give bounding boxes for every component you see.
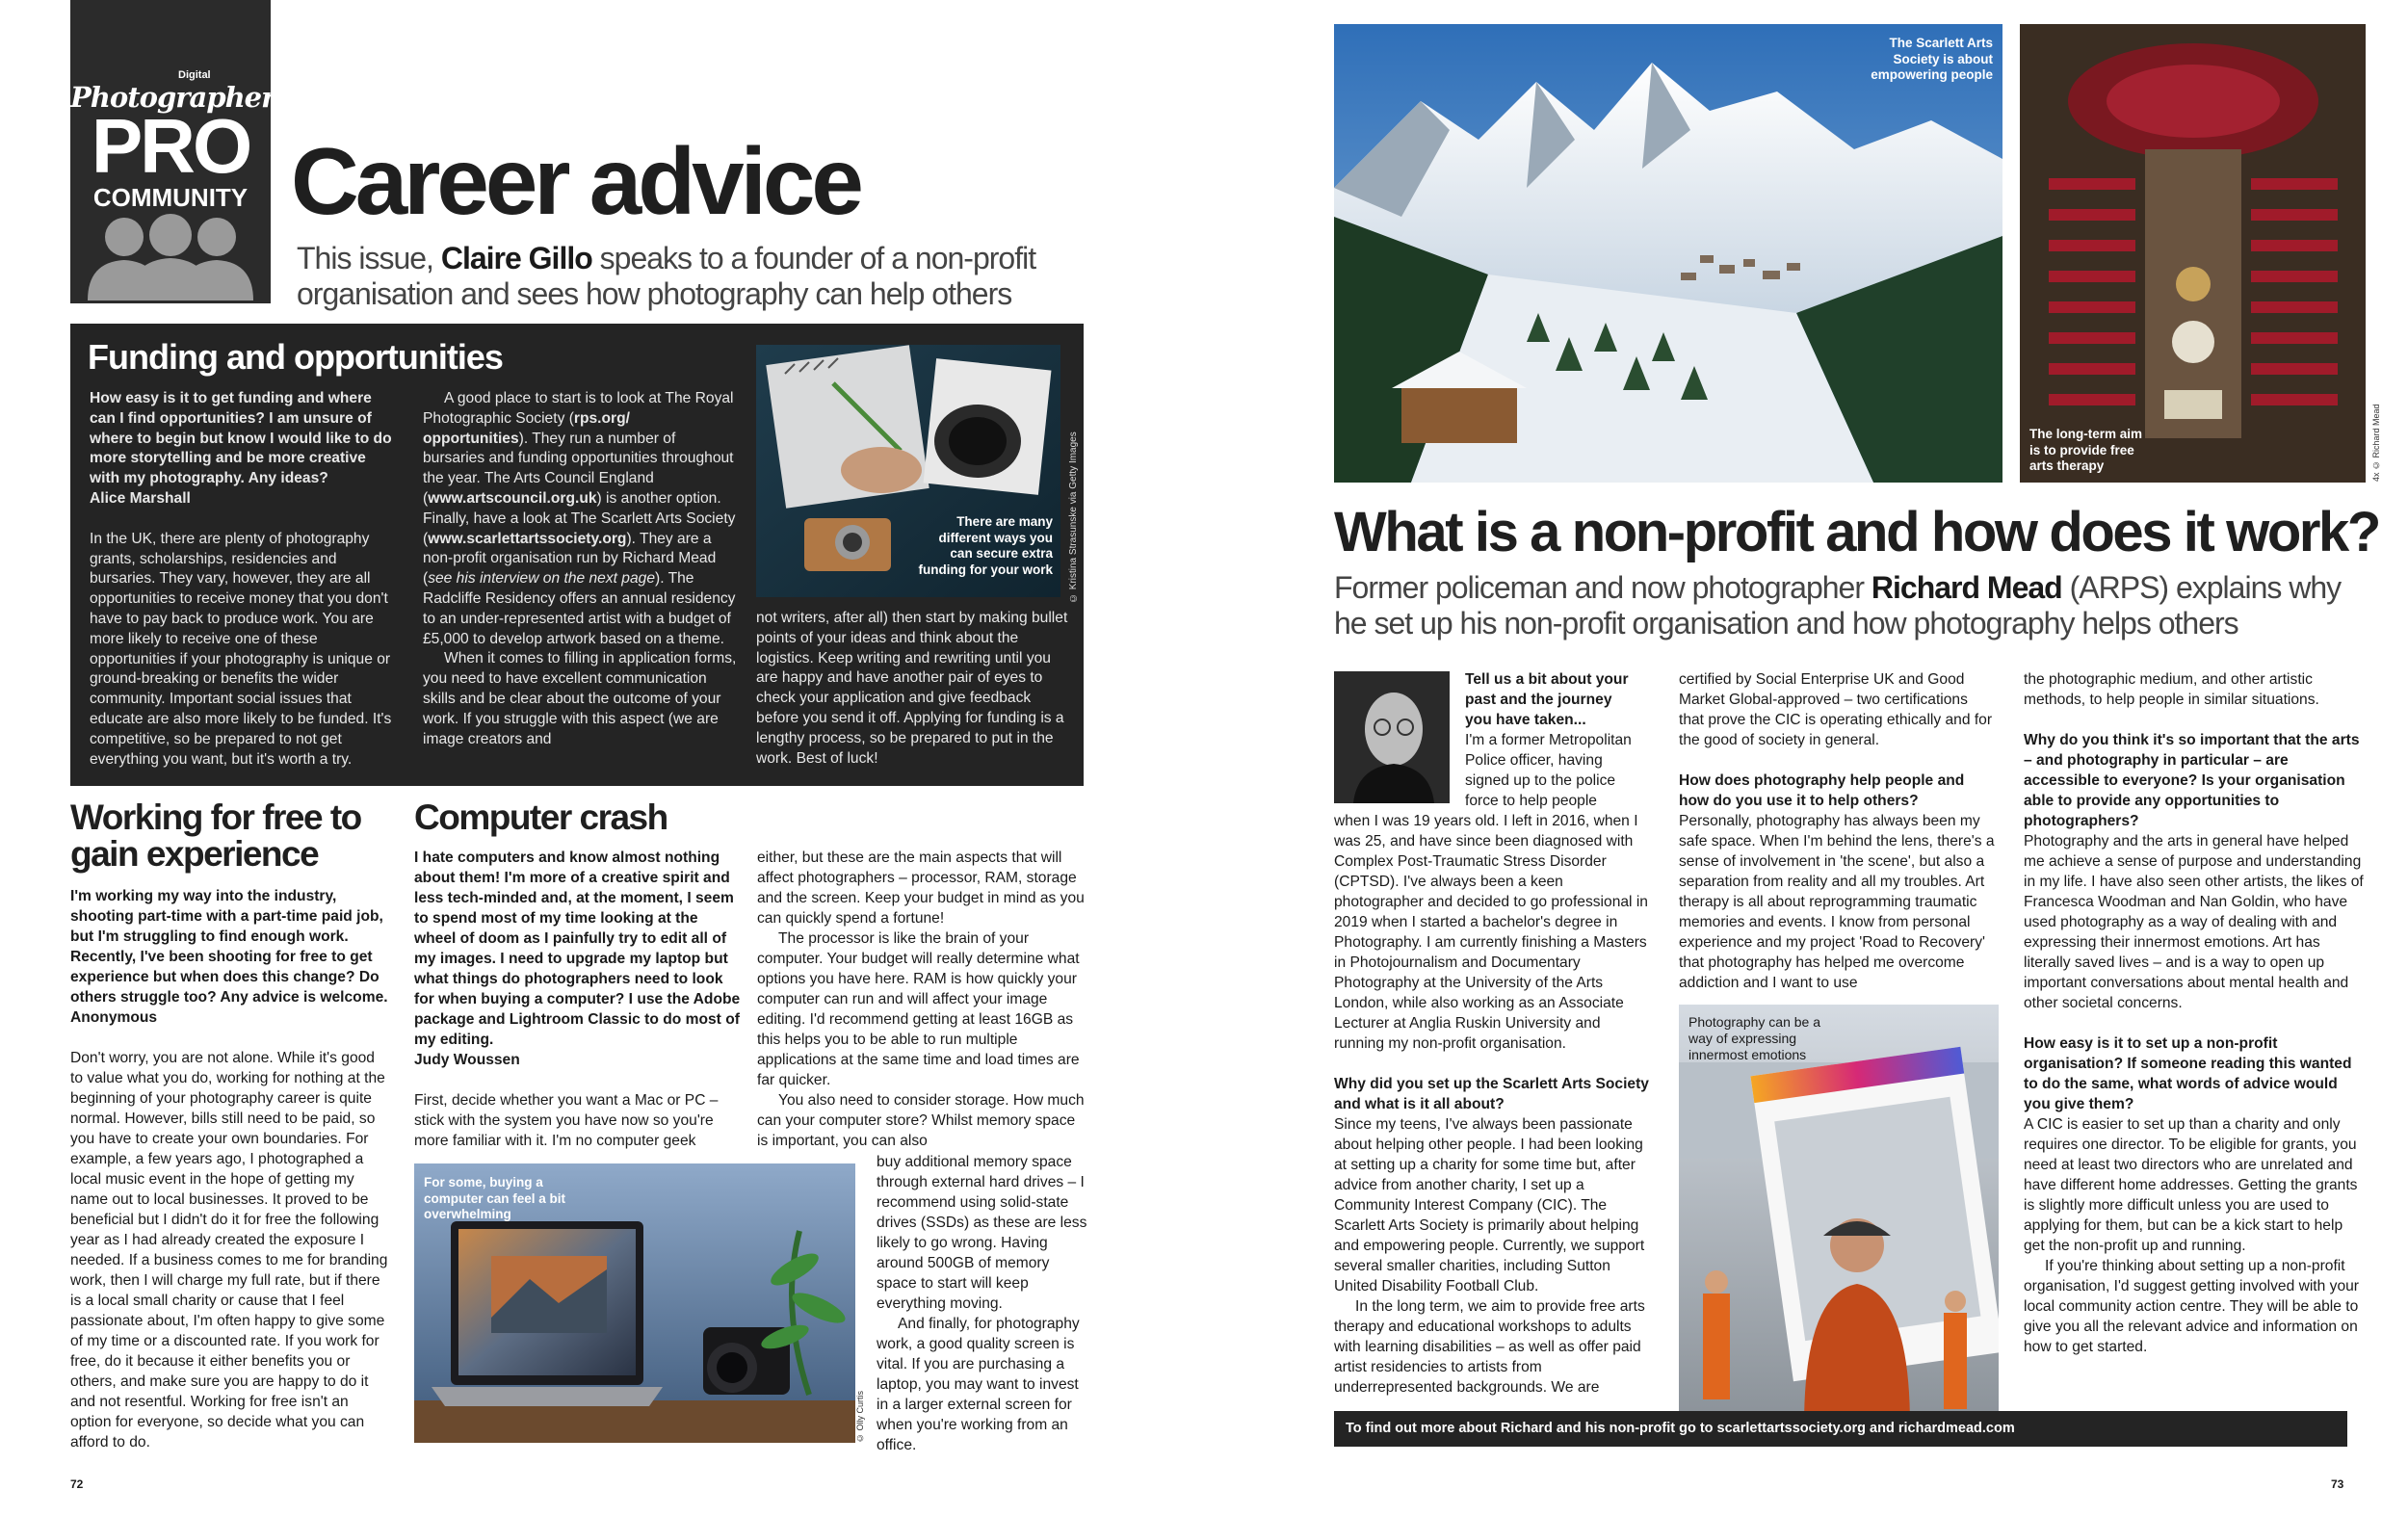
computer-crash-answer: First, decide whether you want a Mac or PC – stick with the system you have now so you're more familiar with it. I'm no computer geek [414,1092,719,1149]
page-title: Career advice [291,128,860,234]
free-work-body [70,886,388,1452]
nonprofit-subtitle: Former policeman and now photographer Richard Mead (ARPS) explains why he set up his non-profit organisation and how photography helps others [1334,570,2342,640]
rps-link[interactable]: rps.org/ opportunities [423,409,630,447]
interview-answer-4: Photography and the arts in general have helped me achieve a sense of purpose and understanding in my life. I have also seen other artists, the likes of Francesca Woodman and Nan Goldin, who have used photography as a way of dealing with and expressing their innermost emotions. Art has literally saved lives – and is a way to open up important conversations about mental health and other societal concerns. [2024,833,2364,1011]
funding-answer: In the UK, there are plenty of photography grants, scholarships, residencies and bursaries. They vary, however, they are all opportunities to receive money that you don't have to pay back to produce work. You are more likely to receive one of these opportunities if your photography is unique or ground-breaking or benefits the wider community. Important social issues that educate are also more likely to be funded. It's competitive, so be prepared to not get everything you want, but it's worth a try. [90,530,392,768]
interview-answer-3: Personally, photography has always been my safe space. When I'm behind the lens, there's a sense of involvement in 'the scene', but also a separation from reality and all my troubles. Art therapy is all about reprogramming traumatic memories and events. I know from personal experience and my project 'Road to Recovery' that photography has helped me overcome addiction and I want to use [1679,813,1995,991]
computer-crash-ssd: buy additional memory space through external hard drives – I recommend using solid-state drives (SSDs) as these are less likely to go wrong. Having around 500GB of memory space to start will keep everything moving. [877,1154,1087,1312]
funding-panel [70,324,1084,786]
interview-answer-1-start: I'm a former Metropolitan Police officer, having signed up to the police force to help people [1465,732,1632,809]
funding-photo-caption: There are many different ways you can secure extra funding for your work [918,514,1053,577]
interview-question-2: Why did you set up the Scarlett Arts Society and what is it all about? [1334,1076,1649,1112]
computer-crash-processor: The processor is like the brain of your computer. Your budget will really determine what options you have here. RAM is how quickly your computer can run and will affect your image editing. I'd recommend getting at least 16GB as this helps you to be able to run multiple applications at the same time and load times are far quicker. [757,930,1080,1088]
laptop-photo-credit: © Olly Curtis [855,1390,865,1443]
interview-question-1: Tell us a bit about your past and the journey you have taken... [1465,671,1629,728]
page-subtitle: This issue, Claire Gillo speaks to a founder of a non-profit organisation and sees how photography can help others [297,241,1036,311]
logo-brand-small: Digital [178,69,211,81]
logo-community: COMMUNITY [92,183,249,212]
interviewee-name: Richard Mead [1871,570,2062,605]
funding-resources-paragraph: A good place to start is to look at The Royal Photographic Society (rps.org/ opportunities). They run a number of bursaries and funding opportunities throughout the year. The Arts Council England (www.artscouncil.org.uk) is another option. Finally, have a look at The Scarlett Arts Society (www.scarlettartssociety.org). They are a non-profit organisation run by Richard Mead (see his interview on the next page). The Radcliffe Residency offers an annual residency to an under-represented artist with a budget of £5,000 to develop artwork based on a theme. [423,390,736,647]
laptop-photo [414,1163,855,1443]
computer-crash-screen: And finally, for photography work, a good quality screen is vital. If you are purchasing a laptop, you may want to invest in a larger external screen for when you're working from an office. [877,1316,1080,1453]
interview-answer-1-rest: when I was 19 years old. I left in 2016, when I was 25, and have since been diagnosed with Complex Post-Traumatic Stress Disorder (CPTSD). I've always been a keen photographer and decided to go professional in 2019 when I started a bachelor's degree in Photography. I am currently finishing a Masters in Photojournalism and Documentary Photography at the University of the Arts London, while also working as an Associate Lecturer at Anglia Ruskin University and running my non-profit organisation. [1334,813,1648,1052]
nonprofit-column-1-top [1465,669,1640,811]
free-work-title: Working for free to gain experience [70,797,361,874]
free-work-question: I'm working my way into the industry, shooting part-time with a part-time paid job, but I'm struggling to find enough work. Recently, I've been shooting for free to get experience but when does this change? Do others struggle too? Any advice is welcome. [70,888,388,1006]
nonprofit-column-1 [1334,811,1652,1398]
computer-crash-question: I hate computers and know almost nothing about them! I'm more of a creative spirit and less tech-minded and, at the moment, I seem to spend most of my time looking at the wheel of doom as I painfully try to edit all of my images. I need to upgrade my laptop but what things do photographers need to look for when buying a computer? I use the Adobe package and Lightroom Classic to do most of my editing. [414,849,741,1048]
logo-pro: PRO [91,103,250,189]
interview-question-4: Why do you think it's so important that the arts – and photography in particular – are accessible to everyone? Is your organisation able to provide any opportunities to photographers? [2024,732,2360,829]
laptop-photo-caption: For some, buying a computer can feel a bit overwhelming [424,1175,566,1221]
notebook-camera-photo [756,345,1060,597]
pro-community-logo [70,0,275,303]
funding-column-3 [756,609,1068,769]
computer-crash-column-1 [414,848,742,1151]
logo-brand: Photographer [70,81,275,114]
funding-question: How easy is it to get funding and where can I find opportunities? I am unsure of where to begin but know I would like to do more storytelling and be more creative with my photography. Any ideas? [90,390,392,487]
mountain-village-photo [1334,24,2002,483]
more-info-bar: To find out more about Richard and his non-profit go to scarlettartssociety.org and richardmead.com [1334,1411,2347,1447]
author-name: Claire Gillo [440,241,592,275]
instagram-frame-photo [1679,1005,1999,1426]
computer-crash-aspects: either, but these are the main aspects that will affect photographers – processor, RAM, storage and the screen. Keep your budget in mind as you can quickly spend a fortune! [757,849,1085,927]
funding-asker: Alice Marshall [90,489,191,507]
interview-artistic-methods: the photographic medium, and other artistic methods, to help people in similar situations. [2024,671,2319,708]
funding-photo-credit: © Kristina Strasunske via Getty Images [1068,431,1079,603]
nonprofit-title: What is a non-profit and how does it work? [1334,501,2379,563]
funding-forms-paragraph: When it comes to filling in application forms, you need to have excellent communication skills and be clear about the outcome of your work. If you struggle with this aspect (we are image creators and [423,650,737,747]
interview-question-3: How does photography help people and how do you use it to help others? [1679,772,1965,809]
instagram-photo-caption: Photography can be a way of expressing innermost emotions [1688,1014,1820,1062]
computer-crash-title: Computer crash [414,797,667,837]
interview-answer-2-continued: In the long term, we aim to provide free arts therapy and educational workshops to adults with learning disabilities – as well as offer paid artist residencies to artists from underrepresented backgrounds. We are [1334,1298,1645,1396]
funding-closing-paragraph: not writers, after all) then start by making bullet points of your ideas and think about the logistics. Keep writing and rewriting until you are happy and have another pair of eyes to check your application and give feedback before you send it off. Applying for funding is a lengthy process, so be prepared to put in the work. Best of luck! [756,610,1068,767]
funding-column-2 [423,389,739,749]
nonprofit-column-2 [1679,669,1997,993]
funding-column-1 [90,389,394,770]
interview-answer-5-continued: If you're thinking about setting up a non-profit organisation, I'd suggest getting involved with your local community action centre. They will be able to give you all the relevant advice and information on how to get started. [2024,1258,2359,1355]
computer-crash-asker: Judy Woussen [414,1052,520,1068]
richard-mead-portrait [1334,671,1450,803]
interview-answer-5: A CIC is easier to set up than a charity and only requires one director. To be eligible for grants, you need at least two directors who are unrelated and have different home addresses. Getting the grants is slightly more difficult unless you are used to applying for them, but can be a kick start to help get the non-profit up and running. [2024,1116,2358,1254]
computer-crash-column-2b [877,1152,1088,1455]
interview-certification: certified by Social Enterprise UK and Good Market Global-approved – two certifications that prove the CIC is operating ethically and for the good of society in general. [1679,671,1993,748]
arts-council-link[interactable]: www.artscouncil.org.uk [428,489,597,507]
interview-answer-2: Since my teens, I've always been passionate about helping other people. I had been looking at setting up a charity for some time but, after advice from another charity, I set up a Community Interest Company (CIC). The Scarlett Arts Society is primarily about helping and empowering people. Currently, we support several smaller charities, including Sutton United Disability Football Club. [1334,1116,1645,1294]
people-icon [78,214,263,301]
interview-question-5: How easy is it to set up a non-profit organisation? If someone reading this wanted to do the same, what words of advice would you give them? [2024,1035,2352,1112]
nonprofit-column-3 [2024,669,2366,1357]
free-work-asker: Anonymous [70,1009,158,1026]
page-number-right: 73 [2331,1477,2344,1491]
mountain-photo-caption: The Scarlett Arts Society is about empowering people [1871,36,1993,82]
funding-title: Funding and opportunities [88,337,503,377]
free-work-answer: Don't worry, you are not alone. While it's good to value what you do, working for nothing at the beginning of your photography career is quite normal. However, bills still need to be paid, so you have to create your own boundaries. For example, a few years ago, I photographed a local music event in the hope of getting my name out to local businesses. It proved to be beneficial but I didn't do it for free the following year as I had already created the exposure I needed. If a business comes to me for branding work, then I will charge my full rate, but if there is a local small charity or cause that I feel passionate about, I'm often happy to give some of my time or a discounted rate. If you work for free, do it because it either benefits you or others, and make sure you are happy to do it and not resentful. Working for free isn't an option for everyone, so decide what you can afford to do. [70,1050,388,1451]
church-floor-photo [2020,24,2366,483]
computer-crash-storage: You also need to consider storage. How much can your computer store? Whilst memory space is important, you can also [757,1092,1085,1149]
computer-crash-column-2 [757,848,1089,1151]
right-photos-credit: 4x © Richard Mead [2371,404,2381,482]
church-photo-caption: The long-term aim is to provide free arts therapy [2029,427,2143,473]
scarlett-arts-link[interactable]: www.scarlettartssociety.org [428,530,627,547]
page-number-left: 72 [70,1477,84,1491]
